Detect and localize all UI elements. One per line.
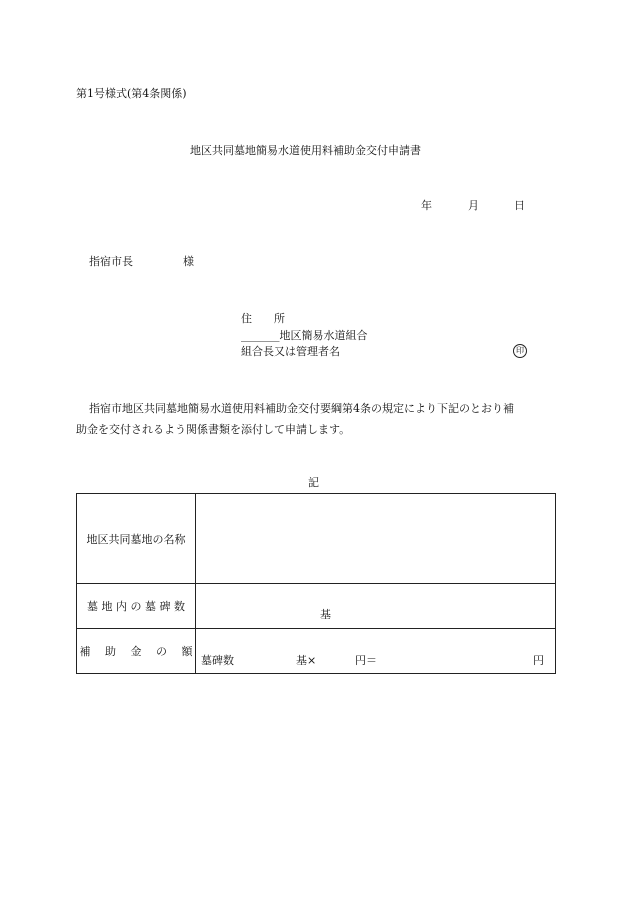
formula-unit-times: 基× bbox=[296, 654, 317, 667]
address-label: 住 所 bbox=[241, 312, 285, 325]
addressee-honorific: 様 bbox=[183, 255, 194, 268]
formula-yen-equals: 円＝ bbox=[355, 654, 377, 667]
gravestone-count-field[interactable] bbox=[196, 584, 556, 629]
representative-label: 組合長又は管理者名 bbox=[241, 345, 340, 358]
date-day: 日 bbox=[514, 199, 525, 212]
date-month: 月 bbox=[468, 199, 479, 212]
cemetery-name-label: 地区共同墓地の名称 bbox=[77, 494, 196, 584]
subsidy-amount-label: 補 助 金 の 額 bbox=[77, 629, 196, 674]
gravestone-count-unit: 基 bbox=[320, 608, 331, 621]
date-year: 年 bbox=[421, 199, 432, 212]
table-row-subsidy-amount bbox=[77, 629, 556, 674]
association-label: 地区簡易水道組合 bbox=[279, 329, 368, 342]
application-table bbox=[76, 493, 556, 674]
gravestone-count-label: 墓 地 内 の 墓 碑 数 bbox=[77, 584, 196, 629]
document-title: 地区共同墓地簡易水道使用料補助金交付申請書 bbox=[190, 144, 421, 157]
cemetery-name-field[interactable] bbox=[196, 494, 556, 584]
formula-count-label: 墓碑数 bbox=[201, 654, 234, 667]
table-row-gravestone-count bbox=[77, 584, 556, 629]
seal-mark: 印 bbox=[513, 344, 527, 358]
addressee-name: 指宿市長 bbox=[89, 255, 133, 268]
body-text-line-2: 助金を交付されるよう関係書類を添付して申請します。 bbox=[76, 423, 351, 436]
body-text-line-1: 指宿市地区共同墓地簡易水道使用料補助金交付要綱第4条の規定により下記のとおり補 bbox=[89, 402, 514, 415]
association-line bbox=[241, 329, 368, 343]
subsidy-amount-field[interactable] bbox=[196, 629, 556, 674]
ki-heading: 記 bbox=[308, 476, 319, 489]
association-blank: _______ bbox=[241, 329, 280, 342]
form-number: 第1号様式(第4条関係) bbox=[76, 87, 187, 100]
formula-yen: 円 bbox=[533, 654, 544, 667]
table-row-cemetery-name bbox=[77, 494, 556, 584]
